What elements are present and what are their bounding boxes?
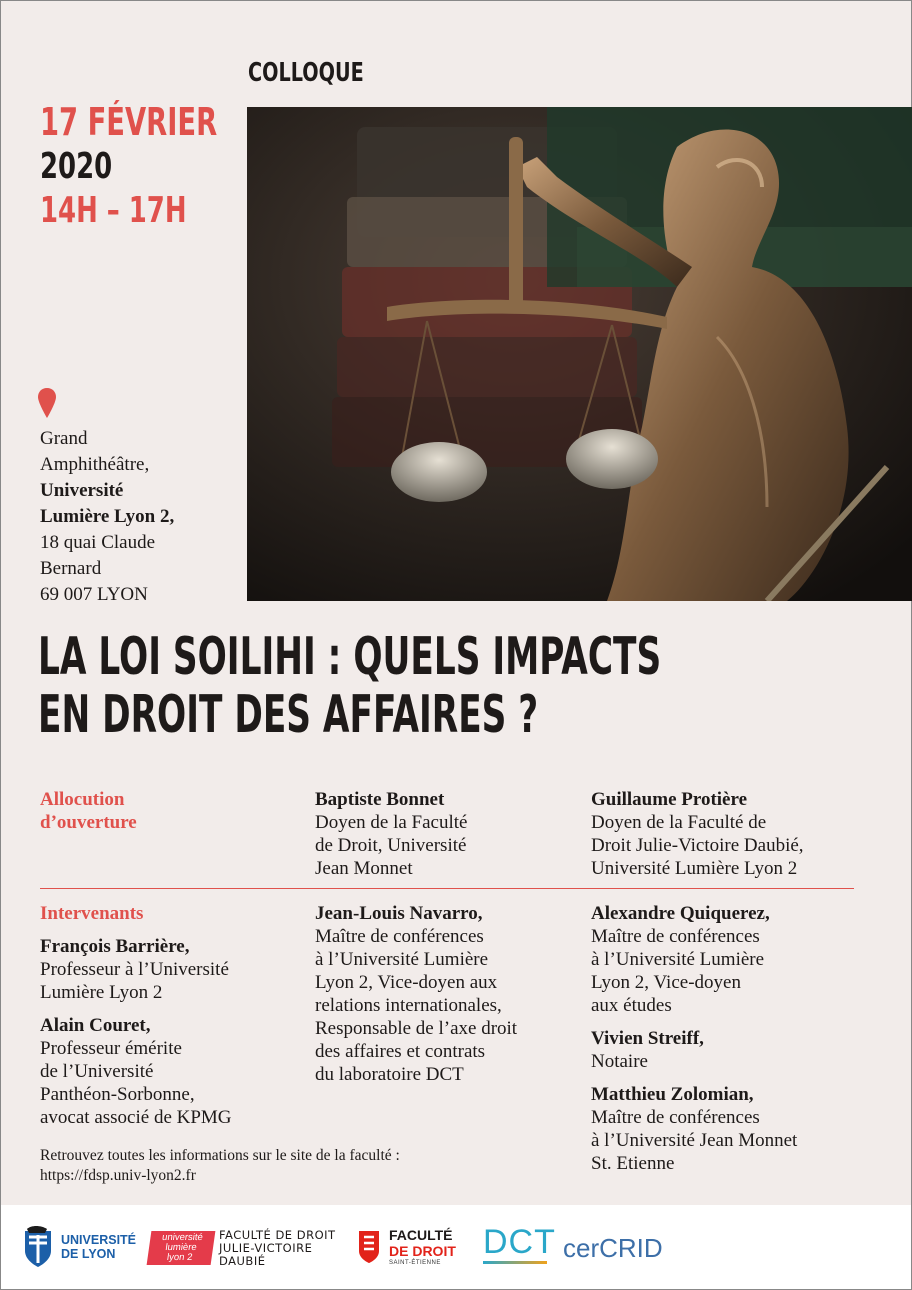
opening-speaker-1: [315, 788, 467, 880]
speaker-role-line: Notaire: [591, 1051, 648, 1072]
speaker-role-line: des affaires et contrats: [315, 1041, 486, 1062]
section-divider: [40, 888, 854, 889]
speaker-role-line: Panthéon-Sorbonne,: [40, 1084, 195, 1105]
speaker-name: Baptiste Bonnet: [315, 789, 445, 810]
event-type: COLLOQUE: [248, 58, 364, 88]
logo-text: FACULTÉ: [389, 1227, 453, 1243]
speaker-entry: [40, 935, 232, 1004]
speaker-name: Matthieu Zolomian,: [591, 1084, 754, 1105]
speaker-role-line: Maître de conférences: [591, 1107, 760, 1128]
speaker-role-line: St. Etienne: [591, 1153, 675, 1174]
speaker-entry: [315, 902, 517, 1086]
speaker-role-line: Lyon 2, Vice-doyen: [591, 972, 741, 993]
info-url-link[interactable]: https://fdsp.univ-lyon2.fr: [40, 1167, 196, 1184]
speaker-role-line: Maître de conférences: [591, 926, 760, 947]
speaker-role-line: Université Lumière Lyon 2: [591, 858, 798, 879]
speaker-name: Alain Couret,: [40, 1015, 151, 1036]
location-line: Université: [40, 480, 124, 501]
logo-text: DCT: [483, 1223, 556, 1261]
speakers-column-1: [40, 902, 232, 1129]
event-year: 2020: [40, 146, 113, 187]
logo-underline: [483, 1261, 547, 1264]
speakers-column-3: [591, 902, 797, 1175]
lion-shield-icon: [21, 1225, 55, 1269]
logo-text: lyon 2: [166, 1252, 194, 1263]
speaker-entry: [591, 1027, 797, 1073]
speaker-role-line: Lyon 2, Vice-doyen aux: [315, 972, 498, 993]
speaker-role-line: relations internationales,: [315, 995, 502, 1016]
speaker-entry: [591, 1083, 797, 1175]
speaker-name: Guillaume Protière: [591, 789, 748, 810]
speaker-entry: [591, 902, 797, 1017]
location-line: 69 007 LYON: [40, 584, 148, 605]
event-location: [40, 426, 174, 608]
speaker-name: Vivien Streiff,: [591, 1028, 704, 1049]
speaker-role-line: aux études: [591, 995, 672, 1016]
title-line-1: LA LOI SOILIHI : QUELS IMPACTS: [38, 627, 662, 687]
location-pin-icon: [38, 388, 56, 418]
speaker-role-line: avocat associé de KPMG: [40, 1107, 232, 1128]
logo-text: SAINT-ÉTIENNE: [389, 1260, 441, 1266]
logo-text: FACULTÉ DE DROIT: [219, 1228, 336, 1242]
speaker-name: Jean-Louis Navarro,: [315, 903, 483, 924]
location-line: Lumière Lyon 2,: [40, 506, 175, 527]
speaker-role-line: de l’Université: [40, 1061, 154, 1082]
speaker-role-line: à l’Université Jean Monnet: [591, 1130, 798, 1151]
logo-text: lumière: [164, 1242, 198, 1253]
info-text: Retrouvez toutes les informations sur le site de la faculté :: [40, 1147, 400, 1164]
logo-text: UNIVERSITÉ: [61, 1233, 137, 1247]
universite-de-lyon-logo: [21, 1223, 141, 1273]
faculte-droit-daubie-logo: [219, 1229, 349, 1273]
dct-logo: [483, 1223, 556, 1273]
location-line: Amphithéâtre,: [40, 454, 150, 475]
location-line: 18 quai Claude: [40, 532, 156, 553]
speaker-role-line: Responsable de l’axe droit: [315, 1018, 518, 1039]
faculte-droit-saint-etienne-logo: [357, 1225, 467, 1277]
location-line: Bernard: [40, 558, 102, 579]
cercrid-logo: [563, 1233, 703, 1273]
opening-label-line: Allocution: [40, 789, 125, 810]
opening-label: [40, 788, 137, 834]
speaker-role-line: du laboratoire DCT: [315, 1064, 464, 1085]
speaker-role-line: Professeur émérite: [40, 1038, 182, 1059]
speaker-role-line: Jean Monnet: [315, 858, 413, 879]
info-note: [40, 1146, 400, 1186]
speaker-entry: [40, 1014, 232, 1129]
event-date: 17 FÉVRIER: [40, 100, 218, 144]
speaker-role-line: Maître de conférences: [315, 926, 484, 947]
shield-icon: [357, 1229, 381, 1265]
justice-statue-illustration: [247, 107, 912, 601]
universite-lumiere-lyon2-logo: [147, 1231, 216, 1265]
logo-text: université: [161, 1232, 204, 1243]
logo-text: DE LYON: [61, 1247, 116, 1261]
logo-text: DE DROIT: [389, 1243, 456, 1259]
speaker-role-line: Lumière Lyon 2: [40, 982, 163, 1003]
opening-speaker-2: [591, 788, 804, 880]
partner-logos-bar: [1, 1205, 911, 1289]
logo-text: JULIE-VICTOIRE: [219, 1241, 313, 1255]
speaker-role-line: à l’Université Lumière: [591, 949, 765, 970]
justice-statue-photo: [247, 107, 912, 601]
page-title: [38, 628, 661, 744]
logo-text: cerCRID: [563, 1233, 663, 1263]
speaker-role-line: Droit Julie-Victoire Daubié,: [591, 835, 804, 856]
speaker-name: François Barrière,: [40, 936, 190, 957]
logo-text: DAUBIÉ: [219, 1254, 266, 1268]
speaker-role-line: à l’Université Lumière: [315, 949, 489, 970]
title-line-2: EN DROIT DES AFFAIRES ?: [38, 685, 539, 745]
opening-label-line: d’ouverture: [40, 812, 137, 833]
speakers-label: Intervenants: [40, 903, 144, 924]
speaker-role-line: de Droit, Université: [315, 835, 467, 856]
event-time: 14H – 17H: [40, 190, 187, 231]
speaker-name: Alexandre Quiquerez,: [591, 903, 770, 924]
speaker-role-line: Doyen de la Faculté: [315, 812, 468, 833]
speakers-column-2: [315, 902, 517, 1086]
speaker-role-line: Professeur à l’Université: [40, 959, 229, 980]
speaker-role-line: Doyen de la Faculté de: [591, 812, 767, 833]
location-line: Grand: [40, 428, 88, 449]
